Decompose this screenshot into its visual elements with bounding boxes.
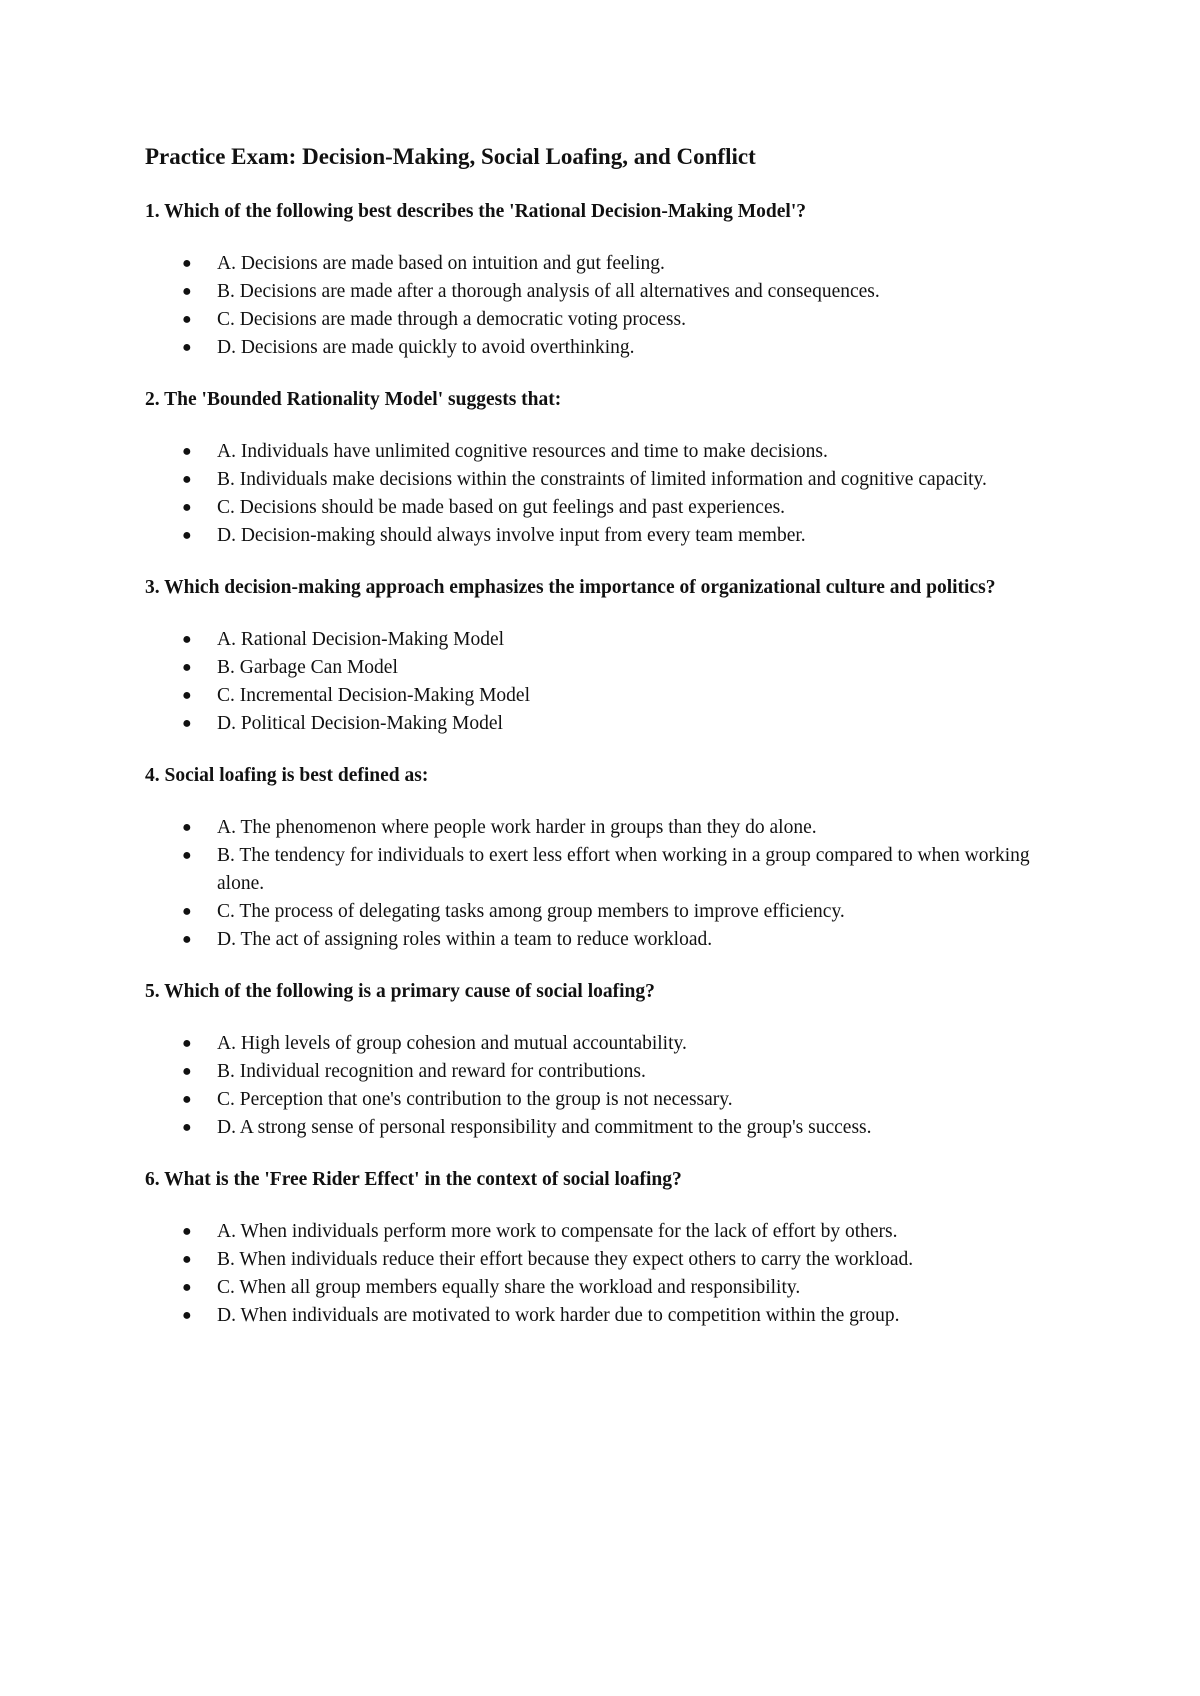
- bullet-icon: ●: [182, 499, 192, 516]
- question-text: 3. Which decision-making approach emphasizes the importance of organizational culture and politics?: [145, 577, 996, 598]
- answer-option: [182, 1058, 1065, 1086]
- bullet-icon: ●: [182, 471, 192, 488]
- bullet-icon: ●: [182, 1091, 192, 1108]
- answer-option: [182, 710, 1065, 738]
- option-text: B. Decisions are made after a thorough analysis of all alternatives and consequences.: [217, 281, 880, 302]
- option-text: A. When individuals perform more work to compensate for the lack of effort by others.: [217, 1221, 898, 1242]
- bullet-icon: ●: [182, 283, 192, 300]
- answer-option: [182, 842, 1065, 898]
- option-text: B. The tendency for individuals to exert less effort when working in a group compared to when working alone.: [217, 845, 1030, 894]
- question-5: [145, 978, 1065, 1142]
- question-1: [145, 198, 1065, 362]
- bullet-icon: ●: [182, 1119, 192, 1136]
- bullet-icon: ●: [182, 443, 192, 460]
- answer-options: [145, 626, 1065, 738]
- question-3: [145, 574, 1065, 738]
- option-text: A. Individuals have unlimited cognitive resources and time to make decisions.: [217, 441, 828, 462]
- bullet-icon: ●: [182, 903, 192, 920]
- bullet-icon: ●: [182, 1223, 192, 1240]
- bullet-icon: ●: [182, 819, 192, 836]
- question-6: [145, 1166, 1065, 1330]
- question-text: 1. Which of the following best describes the 'Rational Decision-Making Model'?: [145, 201, 807, 222]
- answer-option: [182, 926, 1065, 954]
- bullet-icon: ●: [182, 311, 192, 328]
- answer-options: [145, 250, 1065, 362]
- option-text: C. Decisions should be made based on gut feelings and past experiences.: [217, 497, 786, 518]
- answer-option: [182, 1086, 1065, 1114]
- answer-option: [182, 250, 1065, 278]
- option-text: C. Perception that one's contribution to the group is not necessary.: [217, 1089, 733, 1110]
- bullet-icon: ●: [182, 687, 192, 704]
- answer-option: [182, 1246, 1065, 1274]
- option-text: A. High levels of group cohesion and mutual accountability.: [217, 1033, 687, 1054]
- option-text: A. The phenomenon where people work harder in groups than they do alone.: [217, 817, 817, 838]
- answer-option: [182, 278, 1065, 306]
- option-text: D. The act of assigning roles within a team to reduce workload.: [217, 929, 713, 950]
- bullet-icon: ●: [182, 715, 192, 732]
- question-text: 2. The 'Bounded Rationality Model' suggests that:: [145, 389, 562, 410]
- answer-option: [182, 1274, 1065, 1302]
- answer-option: [182, 438, 1065, 466]
- bullet-icon: ●: [182, 631, 192, 648]
- answer-option: [182, 654, 1065, 682]
- option-text: B. Individuals make decisions within the constraints of limited information and cognitive capacity.: [217, 469, 987, 490]
- document-page: [145, 142, 1065, 1354]
- question-4: [145, 762, 1065, 954]
- bullet-icon: ●: [182, 339, 192, 356]
- answer-option: [182, 1218, 1065, 1246]
- bullet-icon: ●: [182, 1307, 192, 1324]
- answer-options: [145, 438, 1065, 550]
- option-text: C. Incremental Decision-Making Model: [217, 685, 530, 706]
- answer-option: [182, 334, 1065, 362]
- answer-option: [182, 1030, 1065, 1058]
- bullet-icon: ●: [182, 1063, 192, 1080]
- option-text: D. Decisions are made quickly to avoid overthinking.: [217, 337, 635, 358]
- bullet-icon: ●: [182, 1251, 192, 1268]
- answer-option: [182, 682, 1065, 710]
- bullet-icon: ●: [182, 847, 192, 864]
- bullet-icon: ●: [182, 931, 192, 948]
- question-text: 6. What is the 'Free Rider Effect' in the context of social loafing?: [145, 1169, 682, 1190]
- answer-option: [182, 814, 1065, 842]
- answer-option: [182, 522, 1065, 550]
- option-text: C. The process of delegating tasks among group members to improve efficiency.: [217, 901, 845, 922]
- option-text: C. When all group members equally share the workload and responsibility.: [217, 1277, 801, 1298]
- bullet-icon: ●: [182, 659, 192, 676]
- option-text: B. Individual recognition and reward for contributions.: [217, 1061, 646, 1082]
- answer-options: [145, 1218, 1065, 1330]
- option-text: D. Decision-making should always involve input from every team member.: [217, 525, 806, 546]
- option-text: B. Garbage Can Model: [217, 657, 398, 678]
- answer-option: [182, 626, 1065, 654]
- bullet-icon: ●: [182, 1279, 192, 1296]
- question-text: 5. Which of the following is a primary cause of social loafing?: [145, 981, 655, 1002]
- answer-option: [182, 1302, 1065, 1330]
- option-text: D. A strong sense of personal responsibility and commitment to the group's success.: [217, 1117, 872, 1138]
- answer-options: [145, 1030, 1065, 1142]
- bullet-icon: ●: [182, 1035, 192, 1052]
- question-text: 4. Social loafing is best defined as:: [145, 765, 429, 786]
- answer-option: [182, 466, 1065, 494]
- question-2: [145, 386, 1065, 550]
- option-text: D. Political Decision-Making Model: [217, 713, 503, 734]
- answer-option: [182, 306, 1065, 334]
- answer-option: [182, 898, 1065, 926]
- option-text: A. Decisions are made based on intuition and gut feeling.: [217, 253, 665, 274]
- answer-option: [182, 494, 1065, 522]
- bullet-icon: ●: [182, 527, 192, 544]
- option-text: C. Decisions are made through a democratic voting process.: [217, 309, 686, 330]
- option-text: A. Rational Decision-Making Model: [217, 629, 505, 650]
- bullet-icon: ●: [182, 255, 192, 272]
- option-text: B. When individuals reduce their effort because they expect others to carry the workload.: [217, 1249, 914, 1270]
- answer-option: [182, 1114, 1065, 1142]
- document-title: Practice Exam: Decision-Making, Social Loafing, and Conflict: [145, 144, 756, 169]
- answer-options: [145, 814, 1065, 954]
- option-text: D. When individuals are motivated to work harder due to competition within the group.: [217, 1305, 900, 1326]
